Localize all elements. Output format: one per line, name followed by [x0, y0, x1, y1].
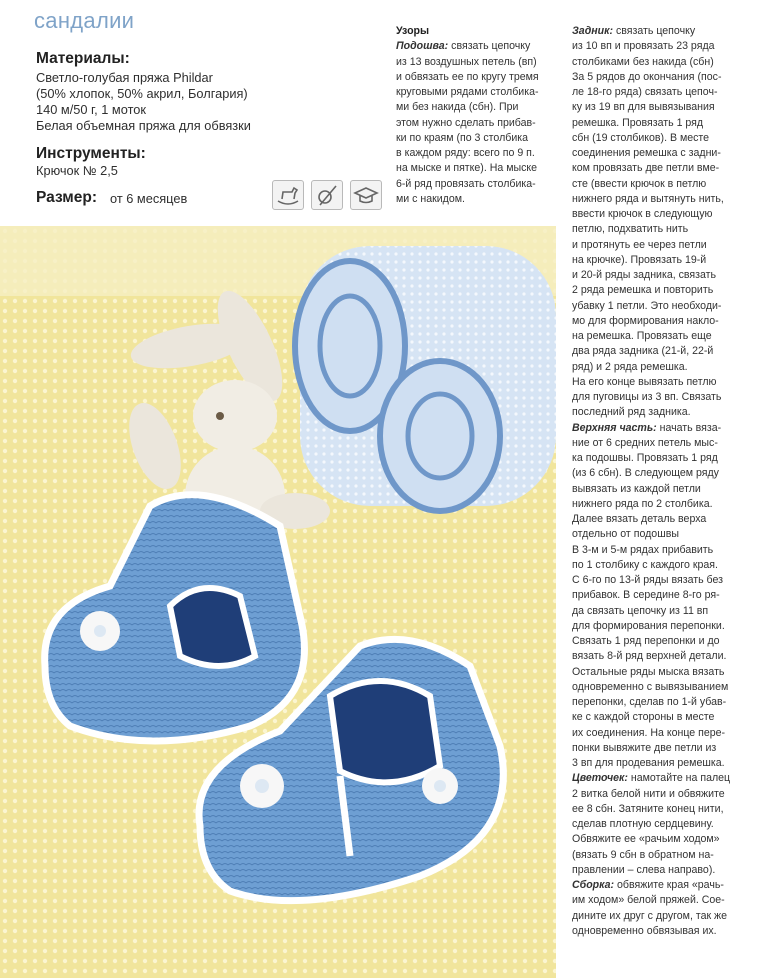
sole-line: ки по краям (по 3 столбика — [396, 131, 528, 144]
rolled-blanket — [295, 246, 556, 511]
upper-line: перепонки, сделав по 1-й убав- — [572, 696, 727, 708]
graduation-cap-icon — [350, 180, 382, 210]
flower-line: намотайте на палец — [627, 772, 731, 785]
sole-line: ми с накидом. — [396, 192, 465, 205]
sole-line: в каждом ряду: всего по 9 п. — [396, 147, 535, 159]
upper-line: 3 вп для продевания ремешка. — [572, 757, 725, 769]
tools-line: Крючок № 2,5 — [36, 163, 118, 178]
upper-line: ние от 6 средних петель мыс- — [572, 436, 718, 449]
back-line: связать цепочку — [613, 25, 696, 37]
flower-line: правлении – слева направо). — [572, 863, 716, 876]
sole-line: из 13 воздушных петель (вп) — [396, 55, 537, 68]
assembly-line: обвяжите края «рачь- — [614, 879, 724, 891]
sole-line: 6-й ряд провязать столбика- — [396, 177, 536, 190]
upper-line: ке с каждой стороны в месте — [572, 711, 715, 724]
sole-line: связать цепочку — [448, 40, 531, 53]
upper-line: по 1 столбику с каждого края. — [572, 558, 718, 571]
page-title: сандалии — [34, 8, 135, 33]
back-line: последний ряд задника. — [572, 406, 691, 419]
upper-line: понки вывяжите две петли из — [572, 741, 717, 754]
back-line: На его конце вывязать петлю — [572, 375, 717, 388]
back-line: ку из 19 вп для вывязывания — [572, 101, 715, 114]
upper-line: их соединения. На конце пере- — [572, 726, 726, 739]
assembly-line: одновременно обвязывая их. — [572, 924, 717, 937]
back-line: соединения ремешка с задни- — [572, 147, 721, 159]
upper-line: (из 6 сбн). В следующем ряду — [572, 467, 719, 480]
materials-line-1: Светло-голубая пряжа Phildar — [36, 70, 213, 85]
back-line: столбиками без накида (сбн) — [572, 55, 714, 68]
upper-line: Остальные ряды мыска вязать — [572, 665, 725, 678]
upper-line: нижнего ряда по 2 столбика. — [572, 497, 713, 510]
upper-label: Верхняя часть: — [572, 421, 657, 434]
flower-label: Цветочек: — [572, 772, 628, 785]
upper-line: начать вяза- — [656, 421, 722, 434]
upper-line: одновременно с вывязыванием — [572, 680, 729, 693]
assembly-line: им ходом» белой пряжей. Сое- — [572, 894, 725, 907]
flower-line: сделав плотную сердцевину. — [572, 818, 714, 830]
patterns-column — [396, 24, 539, 207]
back-line: и 20-й ряды задника, связать — [572, 269, 717, 281]
back-line: убавку 1 петли. Это необходи- — [572, 299, 722, 312]
needle-yarn-icon — [311, 180, 343, 210]
upper-line: Далее вязать деталь верха — [572, 513, 707, 525]
sole-line: и обвязать ее по кругу тремя — [396, 70, 539, 83]
back-line: петлю, подхватить нить — [572, 223, 689, 236]
back-line: ремешка. Провязать 1 ряд — [572, 116, 704, 129]
back-line: для пуговицы из 3 вп. Связать — [572, 391, 722, 403]
flower-line: 2 витка белой нити и обвяжите — [572, 787, 725, 800]
back-line: на ремешка. Провязать еще — [572, 330, 712, 342]
materials-heading: Материалы: — [36, 50, 130, 67]
back-line: нижнего ряда и вытянуть нить, — [572, 192, 724, 205]
upper-line: ка подошвы. Провязать 1 ряд — [572, 452, 718, 464]
back-line: ввести крючок в следующую — [572, 208, 713, 220]
sole-line: круговыми рядами столбика- — [396, 86, 539, 98]
assembly-label: Сборка: — [572, 879, 615, 891]
back-line: мо для формирования накло- — [572, 314, 719, 327]
back-line: 2 ряда ремешка и повторить — [572, 284, 714, 297]
back-label: Задник: — [572, 25, 614, 37]
sole-label: Подошва: — [396, 40, 449, 53]
upper-line: да связать цепочку из 11 вп — [572, 604, 709, 617]
rocking-horse-icon — [272, 180, 304, 210]
patterns-heading: Узоры — [396, 25, 430, 37]
sole-line: этом нужно сделать прибав- — [396, 116, 536, 129]
sole-line: на мыске и пятке). На мыске — [396, 162, 538, 175]
back-line: сбн (19 столбиков). В месте — [572, 131, 710, 144]
flower-line: Обвяжите ее «рачьим ходом» — [572, 833, 720, 846]
back-line: ком провязать две петли вме- — [572, 162, 720, 175]
flower-line: ее 8 сбн. Затяните конец нити, — [572, 802, 724, 815]
assembly-line: дините их друг с другом, так же — [572, 909, 728, 922]
tools-heading: Инструменты: — [36, 145, 146, 162]
upper-line: С 6-го по 13-й ряды вязать без — [572, 574, 724, 586]
materials-line-4: Белая объемная пряжа для обвязки — [36, 118, 251, 133]
back-line: ле 18-го ряда) связать цепоч- — [572, 86, 718, 98]
back-line: сте (ввести крючок в петлю — [572, 177, 707, 190]
upper-line: вязать 8-й ряд верхней детали. — [572, 650, 727, 663]
size-heading: Размер: — [36, 189, 97, 206]
flower-line: (вязать 9 сбн в обратном на- — [572, 848, 714, 861]
product-photo — [0, 226, 556, 978]
upper-line: прибавок. В середине 8-го ря- — [572, 589, 720, 602]
back-line: из 10 вп и провязать 23 ряда — [572, 40, 715, 53]
size-value: от 6 месяцев — [110, 191, 188, 206]
materials-line-2: (50% хлопок, 50% акрил, Болгария) — [36, 86, 248, 101]
instructions-column — [572, 24, 730, 939]
materials-line-3: 140 м/50 г, 1 моток — [36, 102, 147, 117]
upper-line: Связать 1 ряд перепонки и до — [572, 635, 720, 647]
back-line: ряд) и 2 ряда ремешка. — [572, 360, 688, 373]
sole-line: ми без накида (сбн). При — [396, 101, 519, 114]
upper-line: вывязать из каждой петли — [572, 482, 701, 495]
back-line: два ряда задника (21-й, 22-й — [572, 345, 714, 358]
back-line: на крючке). Провязать 19-й — [572, 253, 707, 266]
back-line: и протянуть ее через петли — [572, 238, 707, 251]
upper-line: для формирования перепонки. — [572, 619, 725, 632]
back-line: За 5 рядов до окончания (пос- — [572, 70, 722, 83]
upper-line: отдельно от подошвы — [572, 528, 679, 541]
upper-line: В 3-м и 5-м рядах прибавить — [572, 543, 714, 556]
